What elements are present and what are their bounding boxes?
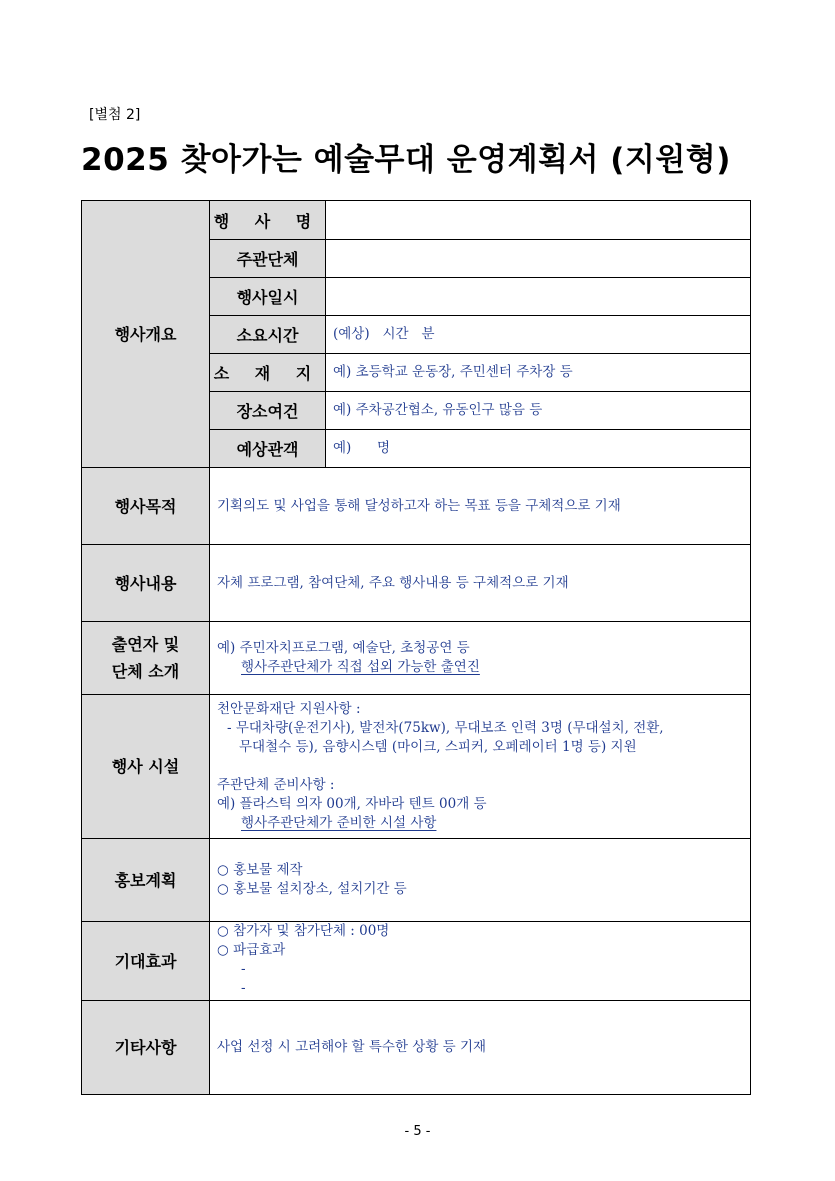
value-purpose[interactable]: 기획의도 및 사업을 통해 달성하고자 하는 목표 등을 구체적으로 기재 bbox=[210, 468, 751, 545]
plan-form-table bbox=[81, 200, 751, 1095]
row-facilities bbox=[82, 695, 751, 839]
value-promotion[interactable] bbox=[210, 839, 751, 922]
value-audience[interactable]: 예) 명 bbox=[326, 430, 751, 468]
row-content bbox=[82, 545, 751, 622]
value-other[interactable]: 사업 선정 시 고려해야 할 특수한 상황 등 기재 bbox=[210, 1001, 751, 1095]
performers-example: 예) 주민자치프로그램, 예술단, 초청공연 등 bbox=[217, 640, 470, 656]
page-number: - 5 - bbox=[404, 1124, 431, 1139]
label-host: 주관단체 bbox=[210, 240, 326, 278]
host-prep-line1: 예) 플라스틱 의자 00개, 자바라 텐트 00개 등 bbox=[217, 796, 487, 812]
label-audience: 예상관객 bbox=[210, 430, 326, 468]
label-event-name: 행 사 명 bbox=[210, 201, 326, 240]
value-venue-conditions[interactable]: 예) 주차공간협소, 유동인구 많음 등 bbox=[326, 392, 751, 430]
promotion-item: ○ 홍보물 제작 bbox=[217, 862, 303, 878]
category-overview: 행사개요 bbox=[82, 201, 210, 468]
row-other bbox=[82, 1001, 751, 1095]
value-performers[interactable] bbox=[210, 622, 751, 695]
document-title: 2025 찾아가는 예술무대 운영계획서 (지원형) bbox=[81, 142, 731, 178]
foundation-support-line1: - 무대차량(운전기사), 발전차(75kw), 무대보조 인력 3명 (무대설치, 전환, bbox=[227, 720, 664, 736]
row-purpose bbox=[82, 468, 751, 545]
effects-item: ○ 참가자 및 참가단체 : 00명 bbox=[217, 923, 390, 939]
value-host[interactable] bbox=[326, 240, 751, 278]
label-venue-conditions: 장소여건 bbox=[210, 392, 326, 430]
label-performers bbox=[82, 622, 210, 695]
effects-item: ○ 파급효과 bbox=[217, 942, 286, 958]
foundation-support-line2: 무대철수 등), 음향시스템 (마이크, 스피커, 오페레이터 1명 등) 지원 bbox=[239, 739, 637, 755]
promotion-item: ○ 홍보물 설치장소, 설치기간 등 bbox=[217, 881, 407, 897]
label-effects: 기대효과 bbox=[82, 922, 210, 1001]
row-promotion bbox=[82, 839, 751, 922]
effects-dash: - bbox=[241, 980, 246, 996]
value-duration[interactable]: (예상) 시간 분 bbox=[326, 316, 751, 354]
label-purpose: 행사목적 bbox=[82, 468, 210, 545]
label-datetime: 행사일시 bbox=[210, 278, 326, 316]
value-event-name[interactable] bbox=[326, 201, 751, 240]
value-effects[interactable] bbox=[210, 922, 751, 1001]
attachment-label: [별첨 2] bbox=[89, 107, 141, 123]
host-heading: 주관단체 준비사항 : bbox=[217, 777, 335, 793]
label-performers-line1: 출연자 및 bbox=[111, 635, 180, 654]
value-location[interactable]: 예) 초등학교 운동장, 주민센터 주차장 등 bbox=[326, 354, 751, 392]
label-performers-line2: 단체 소개 bbox=[111, 662, 180, 681]
label-other: 기타사항 bbox=[82, 1001, 210, 1095]
label-facilities: 행사 시설 bbox=[82, 695, 210, 839]
foundation-heading: 천안문화재단 지원사항 : bbox=[217, 701, 361, 717]
value-datetime[interactable] bbox=[326, 278, 751, 316]
value-facilities[interactable] bbox=[210, 695, 751, 839]
performers-note: 행사주관단체가 직접 섭외 가능한 출연진 bbox=[241, 659, 480, 675]
label-location: 소 재 지 bbox=[210, 354, 326, 392]
row-performers bbox=[82, 622, 751, 695]
effects-dash: - bbox=[241, 961, 246, 977]
host-prep-note: 행사주관단체가 준비한 시설 사항 bbox=[241, 815, 437, 831]
value-content[interactable]: 자체 프로그램, 참여단체, 주요 행사내용 등 구체적으로 기재 bbox=[210, 545, 751, 622]
label-content: 행사내용 bbox=[82, 545, 210, 622]
row-effects bbox=[82, 922, 751, 1001]
label-duration: 소요시간 bbox=[210, 316, 326, 354]
label-promotion: 홍보계획 bbox=[82, 839, 210, 922]
row-event-name bbox=[82, 201, 751, 240]
